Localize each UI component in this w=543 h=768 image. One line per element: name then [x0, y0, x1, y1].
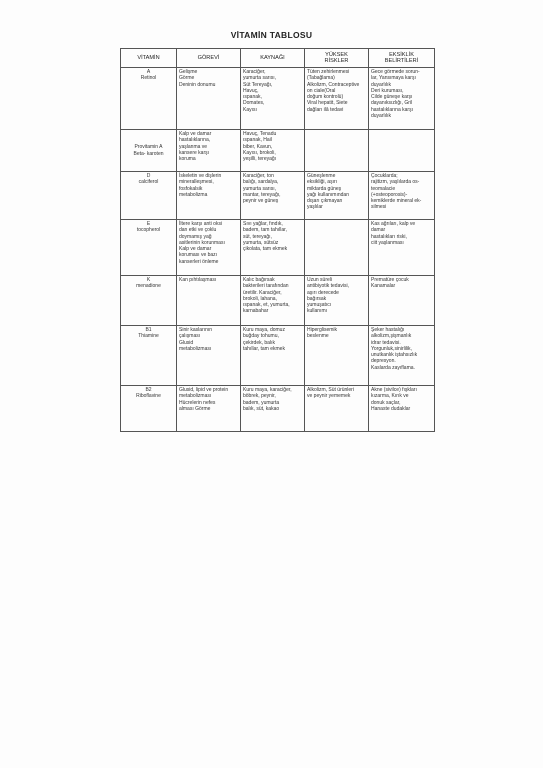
cell-vitamin: D calciferol	[121, 172, 177, 220]
table-row	[121, 220, 435, 276]
vitamin-table	[120, 48, 435, 432]
table-row	[121, 172, 435, 220]
cell-vitamin: K menadione	[121, 276, 177, 326]
cell-kaynagi: Karaciğer, ton balığı, sardalya, yumurta sarısı, mantar, tereyağı, peynir ve güneş	[241, 172, 305, 220]
cell-vitamin: E tocopherol	[121, 220, 177, 276]
cell-kaynagi: Kuru maya, karaciğer, böbrek, peynir, badem, yumurta balık, süt, kakao	[241, 386, 305, 432]
table-header-row	[121, 49, 435, 68]
cell-gorevi: Glusid, lipid ve protein metabolizması Hücrelerin nefes alması Görme	[177, 386, 241, 432]
cell-riskler: Güneşlenme eksikliği, aşırı miktarda güneş yağı kullanımından dışarı çıkmayan yaşlılar	[305, 172, 369, 220]
cell-riskler	[305, 220, 369, 276]
cell-gorevi: Sinir kaslarının çalışması Glusid metabolizması	[177, 326, 241, 386]
table-row	[121, 276, 435, 326]
cell-kaynagi: Karaciğer, yumurta sarısı, Süt Tereyağı, Havuç, ıspanak, Domates, Kayısı	[241, 68, 305, 130]
cell-kaynagi: Kalıc bağırsak bakterileri tarafından üretilir. Karaciğer, brokoli, lahana, ıspanak, et, yumurta, karnabahar	[241, 276, 305, 326]
table-row	[121, 130, 435, 172]
cell-vitamin: B1 Thiamine	[121, 326, 177, 386]
table-row	[121, 68, 435, 130]
cell-gorevi: İskeletin ve dişlerin mineralleşmesi, fosfokalsik metabolizma	[177, 172, 241, 220]
header-kaynagi: KAYNAĞI	[241, 49, 305, 68]
cell-riskler: Hiperglisemik beslenme	[305, 326, 369, 386]
cell-riskler: Tüten zehirlenmesi (Tabağlama) Alkolizm, Contraceptive on ciale(Oral doğum kontrolü) Viral hepatit, Siete dağları ilâ tedavi	[305, 68, 369, 130]
cell-eksiklik: Çocuklarda; rajitizm, yaşlılarda os- teomalacie (+osteoporosis)- kemiklerde mineral ek- silmesi	[369, 172, 435, 220]
cell-kaynagi: Sıvı yağlar, fındık, badem, tam tahıllar, süt, tereyağı, yumurta, sütsüz çikolata, tam ekmek	[241, 220, 305, 276]
cell-eksiklik: Kas ağrıları, kalp ve damar hastalıkları riski, ciit yaşlanması	[369, 220, 435, 276]
cell-riskler	[305, 130, 369, 172]
cell-eksiklik: Gece görmede sorun- lar, Yansımaya karşı duyarlılık Deri kuruması, Cilde güneşe karşı dayanıksızlığı, Gril hastalıklarına karşı duyarlılık	[369, 68, 435, 130]
header-vitamin: VİTAMİN	[121, 49, 177, 68]
header-riskler: YÜKSEK RİSKLER	[305, 49, 369, 68]
cell-kaynagi: Havuç, Tenadu ıspanak, Hail biber, Kavun, Kayısı, brokoli, yeşilli, tereyağı	[241, 130, 305, 172]
cell-vitamin: A Retinol	[121, 68, 177, 130]
cell-eksiklik	[369, 130, 435, 172]
cell-gorevi: Gelişme Görme Deninin donumu	[177, 68, 241, 130]
cell-eksiklik: Akne (sivilce) fışkları kızarma, Kırık ve donuk saçlar, Hanaste dudaklar	[369, 386, 435, 432]
cell-riskler: Alkolizm, Süt ürünleri ve peynir yememek	[305, 386, 369, 432]
table-row	[121, 326, 435, 386]
cell-vitamin: B2 Riboflavine	[121, 386, 177, 432]
header-gorevi: GÖREVİ	[177, 49, 241, 68]
cell-gorevi: Kalp ve damar hastalıklarına, yaşlanma ve kansere karşı koruma	[177, 130, 241, 172]
header-eksiklik: EKSİKLİK BELİRTİLERİ	[369, 49, 435, 68]
cell-riskler: Uzun süreli antibiyotik tedavisi, aşırı derecede bağırsak yumuşatıcı kullanımı	[305, 276, 369, 326]
cell-vitamin: Provitamin A Beta- karoten	[121, 130, 177, 172]
table-row	[121, 386, 435, 432]
cell-eksiklik: Prematüre çocuk Kanamalar	[369, 276, 435, 326]
cell-gorevi: İltere karşı anti oksi dan etki ve çoklu doymamış yağ asitlerinin korunması Kalp ve damar koruması ve bazı kanserleri önleme	[177, 220, 241, 276]
cell-kaynagi: Kuru maya, domuz buğday tohumu, çekirdek, balık tahıllar, tam ekmek	[241, 326, 305, 386]
cell-gorevi: Kan pıhtılaşması	[177, 276, 241, 326]
cell-eksiklik: Şeker hastalığı alkolizm,şişmanlık idrar tedavisi. Yorgunluk,sinirlilik, unutkanlık iştahsızlık depresyon. Kaslarda zayıflama.	[369, 326, 435, 386]
page-title: VİTAMİN TABLOSU	[230, 30, 313, 40]
